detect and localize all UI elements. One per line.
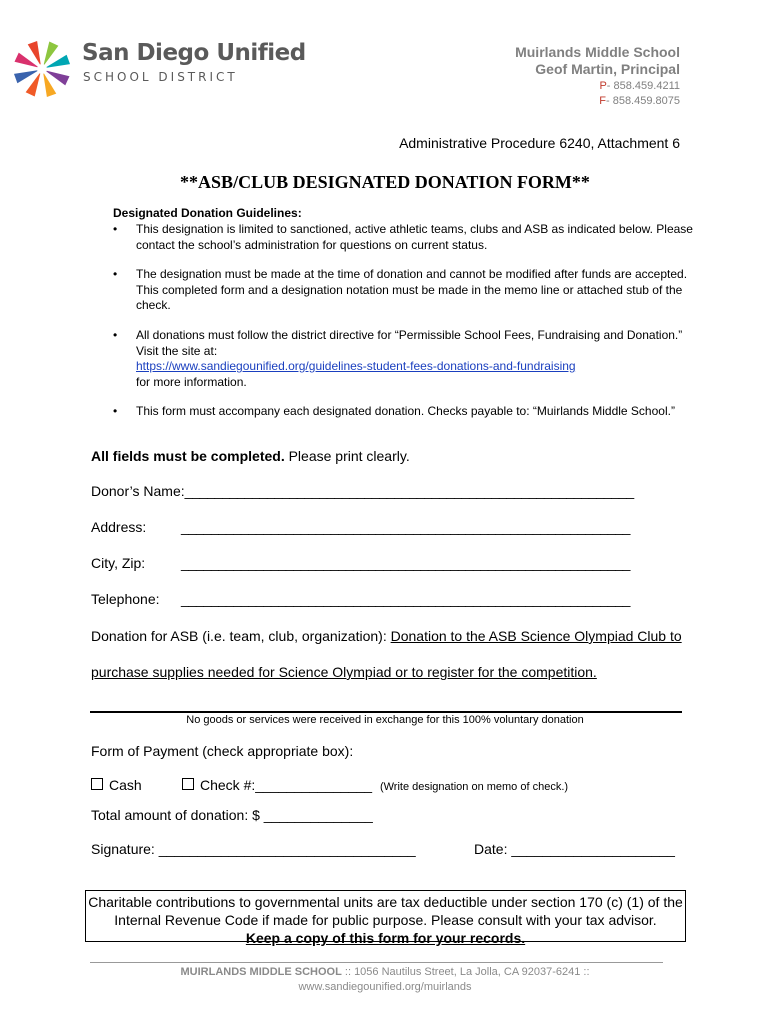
guideline-text: The designation must be made at the time of donation and cannot be modified after funds are accepted. This completed form and a designation notation must be made in the memo line or attached stub of the check. xyxy=(136,267,688,312)
footer-separator: :: xyxy=(341,966,355,978)
school-fax xyxy=(599,95,680,107)
guideline-text: This form must accompany each designated donation. Checks payable to: “Muirlands Middle School.” xyxy=(136,404,675,418)
city-zip-label: City, Zip: xyxy=(91,555,146,571)
donation-for-field[interactable] xyxy=(91,628,682,644)
city-zip-field[interactable]: ____________________________________________________________ xyxy=(181,555,631,571)
phone-prefix: P xyxy=(599,80,607,92)
cash-label: Cash xyxy=(109,777,142,793)
donor-name-field[interactable] xyxy=(91,483,634,499)
instructions-bold: All fields must be completed. xyxy=(91,448,285,464)
cash-checkbox[interactable] xyxy=(91,778,103,790)
bullet-icon: • xyxy=(113,222,118,236)
district-logo-icon xyxy=(10,38,74,100)
tax-notice-line: Internal Revenue Code if made for public purpose. Please consult with your tax advisor. xyxy=(114,912,657,928)
divider xyxy=(90,711,682,713)
telephone-label: Telephone: xyxy=(91,591,160,607)
donation-for-value-continued[interactable]: purchase supplies needed for Science Olympiad or to register for the competition. xyxy=(91,664,597,680)
principal-name: Geof Martin, Principal xyxy=(535,61,680,77)
bullet-icon: • xyxy=(113,267,118,281)
school-name: Muirlands Middle School xyxy=(515,44,680,60)
guideline-text: All donations must follow the district directive for “Permissible School Fees, Fundraising and Donation.” Visit the site at: xyxy=(136,328,683,358)
footer-address xyxy=(0,966,770,978)
footer-url[interactable]: www.sandiegounified.org/muirlands xyxy=(298,981,472,993)
guideline-text: for more information. xyxy=(136,374,247,389)
footer-school: MUIRLANDS MIDDLE SCHOOL xyxy=(180,966,342,978)
tax-notice-line: Charitable contributions to governmental units are tax deductible under section 170 (c) (1) of the xyxy=(88,894,683,910)
footer-divider xyxy=(90,962,663,963)
school-info xyxy=(515,44,680,78)
fax-number: - 858.459.8075 xyxy=(605,95,680,107)
check-note: (Write designation on memo of check.) xyxy=(379,781,569,793)
logo-title: San Diego Unified xyxy=(82,40,306,66)
cash-option[interactable] xyxy=(91,777,142,793)
logo-subtitle: SCHOOL DISTRICT xyxy=(83,70,238,84)
payment-heading: Form of Payment (check appropriate box): xyxy=(91,743,354,759)
telephone-field[interactable]: ____________________________________________________________ xyxy=(181,591,631,607)
signature-field[interactable]: Signature: _________________________________ xyxy=(91,841,416,857)
guidelines-heading: Designated Donation Guidelines: xyxy=(113,206,302,220)
instructions xyxy=(91,448,410,464)
instructions-rest: Please print clearly. xyxy=(284,448,410,464)
donation-for-label: Donation for ASB (i.e. team, club, organization): xyxy=(91,628,391,644)
keep-copy-note: Keep a copy of this form for your records. xyxy=(245,930,526,946)
address-label: Address: xyxy=(91,519,147,535)
address-field[interactable]: ____________________________________________________________ xyxy=(181,519,631,535)
procedure-reference: Administrative Procedure 6240, Attachment 6 xyxy=(399,135,680,151)
school-phone xyxy=(599,80,680,92)
tax-notice-box xyxy=(85,890,686,946)
donor-name-label: Donor’s Name: xyxy=(91,483,185,499)
form-title: **ASB/CLUB DESIGNATED DONATION FORM** xyxy=(180,172,590,192)
guideline-text: This designation is limited to sanctioned, active athletic teams, clubs and ASB as indicated below. Please contact the school’s administration for questions on current status. xyxy=(136,222,693,252)
bullet-icon: • xyxy=(113,328,118,342)
footer-street: 1056 Nautilus Street, La Jolla, CA 92037-6241 :: xyxy=(354,966,590,978)
date-field[interactable]: Date: _____________________ xyxy=(474,841,675,857)
check-number-field[interactable]: Check #:_______________ xyxy=(200,777,373,793)
guidelines-link[interactable]: https://www.sandiegounified.org/guidelines-student-fees-donations-and-fundraising xyxy=(136,359,576,373)
guideline-text-block xyxy=(136,328,696,390)
check-option[interactable] xyxy=(182,777,568,793)
donor-name-blank[interactable]: ____________________________________________________________ xyxy=(184,483,634,499)
donation-for-value[interactable]: Donation to the ASB Science Olympiad Club to xyxy=(390,628,682,644)
check-checkbox[interactable] xyxy=(182,778,194,790)
phone-number: - 858.459.4211 xyxy=(606,80,680,92)
bullet-icon: • xyxy=(113,404,118,418)
no-goods-note: No goods or services were received in exchange for this 100% voluntary donation xyxy=(186,714,584,726)
fax-prefix: F xyxy=(599,95,606,107)
total-amount-field[interactable]: Total amount of donation: $ ______________ xyxy=(91,807,373,823)
